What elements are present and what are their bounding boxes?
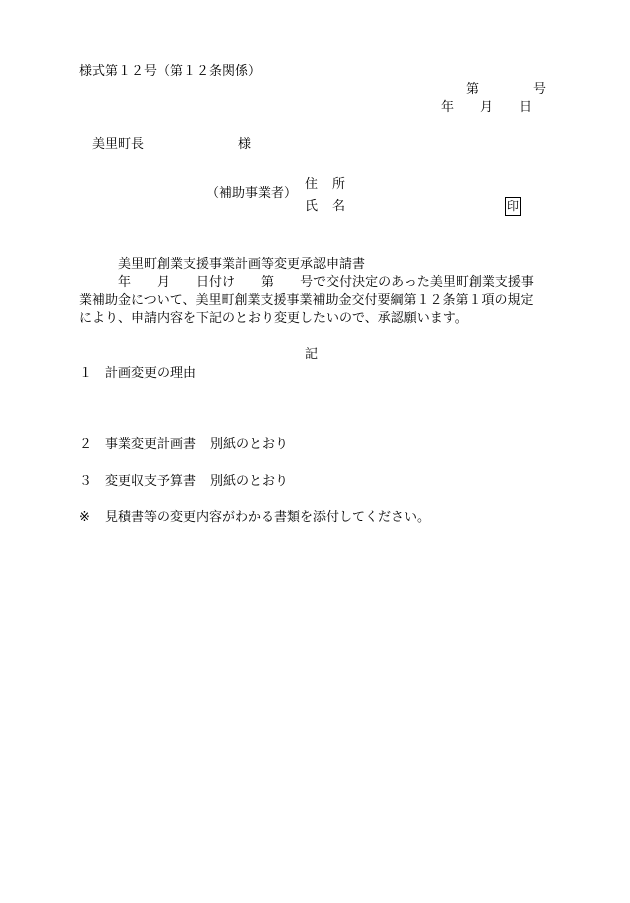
item-extra: 別紙のとおり [210, 437, 289, 452]
addressee-name: 美里町長 [92, 137, 145, 152]
ki-heading: 記 [305, 347, 319, 362]
item-number: ２ [79, 437, 93, 452]
item-text: 変更収支予算書 [105, 474, 197, 489]
form-code: 様式第１２号（第１２条関係） [79, 64, 262, 79]
document-title: 美里町創業支援事業計画等変更承認申請書 [118, 257, 366, 272]
name-label [305, 199, 345, 215]
body-line-1-rest: 号で交付決定のあった美里町創業支援事 [300, 275, 534, 290]
addressee-honorific: 様 [238, 137, 252, 152]
note [79, 510, 430, 526]
date-line [441, 100, 532, 116]
document-number-line [466, 82, 546, 98]
date-day: 日 [519, 100, 533, 115]
address-label-char-2: 所 [332, 177, 346, 192]
date-year: 年 [441, 100, 455, 115]
seal-mark: 印 [505, 197, 521, 216]
number-suffix: 号 [533, 82, 547, 97]
list-item [79, 437, 288, 453]
note-text: 見積書等の変更内容がわかる書類を添付してください。 [105, 510, 431, 525]
note-mark: ※ [79, 510, 90, 525]
date-month: 月 [480, 100, 494, 115]
body-number-prefix: 第 [261, 275, 275, 290]
body-month: 月 [157, 275, 171, 290]
item-number: ３ [79, 474, 93, 489]
body-year: 年 [118, 275, 132, 290]
address-label [305, 177, 345, 193]
body-line-1 [118, 275, 534, 291]
item-text: 事業変更計画書 [105, 437, 197, 452]
item-text: 計画変更の理由 [105, 366, 197, 381]
body-date: 日付け [196, 275, 236, 290]
applicant-label: （補助事業者） [206, 186, 298, 201]
number-prefix: 第 [466, 82, 480, 97]
item-extra: 別紙のとおり [210, 474, 289, 489]
list-item [79, 474, 288, 490]
address-label-char-1: 住 [305, 177, 319, 192]
item-number: １ [79, 366, 93, 381]
name-label-char-2: 名 [332, 199, 346, 214]
addressee [92, 137, 251, 153]
list-item [79, 366, 196, 382]
body-line-3: により、申請内容を下記のとおり変更したいので、承認願います。 [79, 311, 468, 326]
name-label-char-1: 氏 [305, 199, 319, 214]
body-line-2: 業補助金について、美里町創業支援事業補助金交付要綱第１２条第１項の規定 [79, 293, 534, 308]
